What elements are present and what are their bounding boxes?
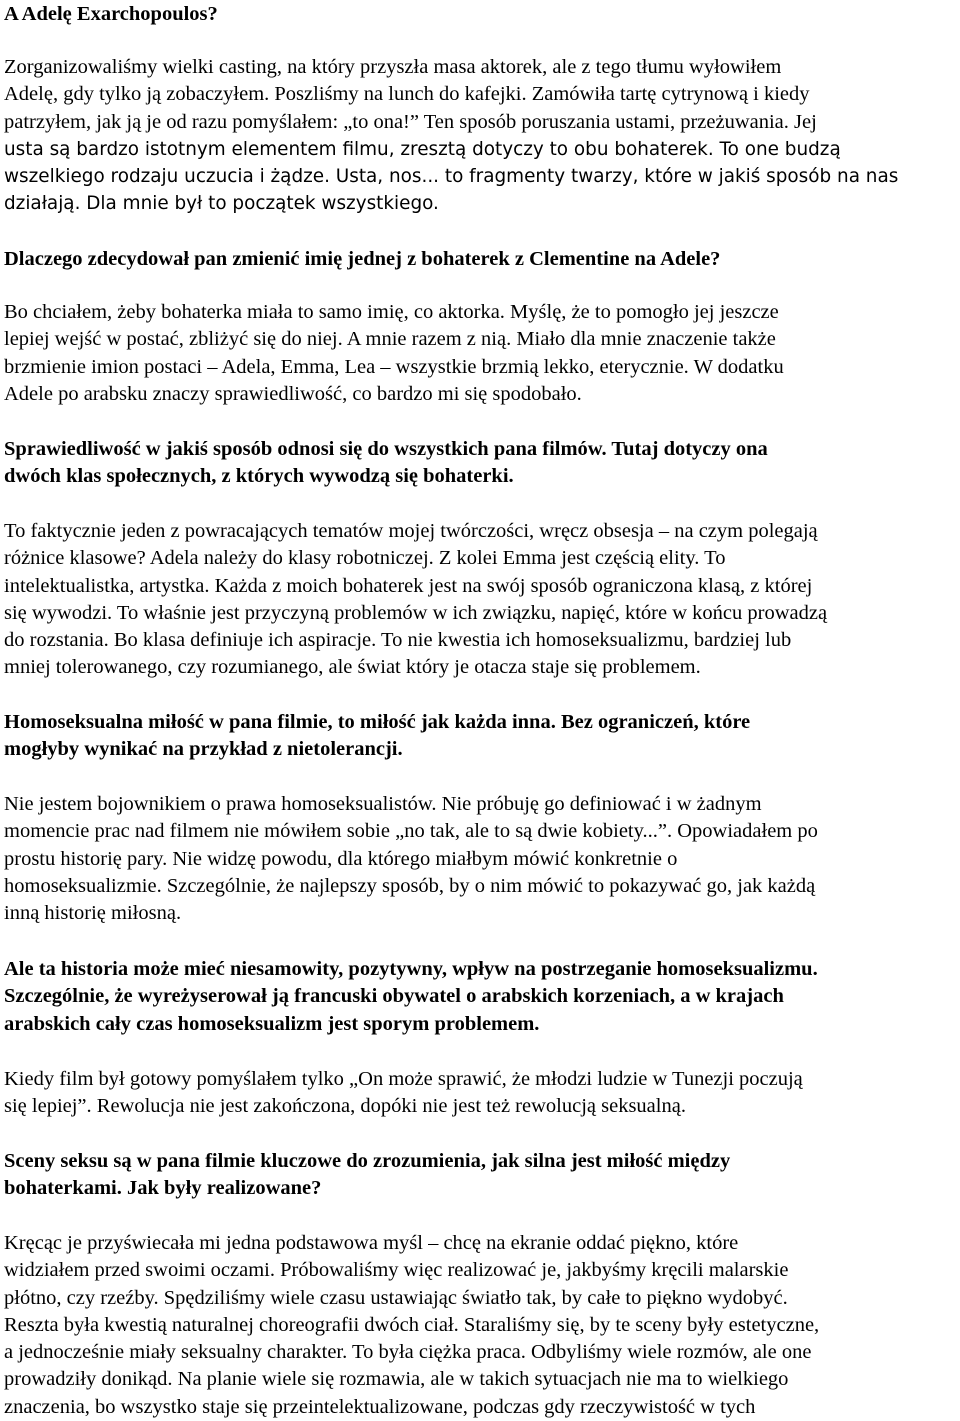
text-line: Sprawiedliwość w jakiś sposób odnosi się do wszystkich pana filmów. Tutaj dotyczy ona: [4, 438, 768, 460]
text-line: A Adelę Exarchopoulos?: [4, 3, 218, 25]
text-line: Kręcąc je przyświecała mi jedna podstawowa myśl – chcę na ekranie oddać piękno, które: [4, 1232, 739, 1254]
text-line: To faktycznie jeden z powracających tematów mojej twórczości, wręcz obsesja – na czym polegają: [4, 520, 818, 542]
text-line: Ale ta historia może mieć niesamowity, pozytywny, wpływ na postrzeganie homoseksualizmu.: [4, 958, 818, 980]
text-line: a jednocześnie miały seksualny charakter. To była ciężka praca. Odbyliśmy wiele rozmów, ale one: [4, 1341, 812, 1364]
text-line: prostu historię pary. Nie widzę powodu, dla którego miałbym mówić konkretnie o: [4, 847, 678, 870]
text-line: Adele po arabsku znaczy sprawiedliwość, co bardzo mi się spodobało.: [4, 382, 582, 405]
text-line: mniej tolerowanego, czy rozumianego, ale świat który je otacza staje się problemem.: [4, 656, 701, 679]
text-line: Kiedy film był gotowy pomyślałem tylko „On może sprawić, że młodzi ludzie w Tunezji poczują: [4, 1068, 803, 1090]
question-sex-scenes: [4, 1148, 954, 1203]
question-adele-exarchopoulos: [4, 1, 954, 28]
text-line: różnice klasowe? Adela należy do klasy robotniczej. Z kolei Emma jest częścią elity. To: [4, 547, 726, 570]
answer-name-change: [4, 299, 954, 408]
text-line: Homoseksualna miłość w pana filmie, to miłość jak każda inna. Bez ograniczeń, które: [4, 711, 751, 733]
text-line: się lepiej”. Rewolucja nie jest zakończona, dopóki nie jest też rewolucją seksualną.: [4, 1095, 686, 1118]
text-line: mogłyby wynikać na przykład z nietolerancji.: [4, 738, 403, 761]
text-line: Reszta była kwestią naturalnej choreografii dwóch ciał. Staraliśmy się, by te sceny były estetyczne,: [4, 1313, 820, 1336]
text-line: płótno, czy rzeźby. Spędziliśmy wiele czasu ustawiając światło tak, by całe to piękno wydobyć.: [4, 1286, 788, 1309]
answer-not-activist: [4, 791, 954, 927]
text-line: arabskich cały czas homoseksualizm jest sporym problemem.: [4, 1012, 540, 1035]
question-justice: [4, 436, 954, 491]
text-line: Bo chciałem, żeby bohaterka miała to samo imię, co aktorka. Myślę, że to pomogło jej jeszcze: [4, 301, 779, 323]
text-line: inną historię miłosną.: [4, 902, 182, 925]
answer-casting: [4, 54, 954, 218]
text-line: patrzyłem, jak ją je od razu pomyślałem: „to ona!” Ten sposób poruszania ustami, przeżuwania. Jej: [4, 110, 817, 133]
text-line: Nie jestem bojownikiem o prawa homoseksualistów. Nie próbuję go definiować i w żadnym: [4, 793, 762, 815]
text-line: do rozstania. Bo klasa definiuje ich aspiracje. To nie kwestia ich homoseksualizmu, bardziej lub: [4, 629, 792, 652]
text-line: Dlaczego zdecydował pan zmienić imię jednej z bohaterek z Clementine na Adele?: [4, 248, 721, 270]
question-arab-roots: [4, 956, 954, 1038]
text-line: prowadziły donikąd. Na planie wiele się rozmawia, ale w takich sytuacjach nie ma to wielkiego: [4, 1368, 789, 1391]
text-line: homoseksualizmie. Szczególnie, że najlepszy sposób, by o nim mówić to pokazywać go, jak każdą: [4, 874, 816, 897]
text-line: się wywodzi. To właśnie jest przyczyną problemów w ich związku, napięć, które w końcu prowadzą: [4, 601, 828, 624]
answer-tunisia: [4, 1066, 954, 1121]
answer-filming-beauty: [4, 1230, 954, 1421]
text-line: momencie prac nad filmem nie mówiłem sobie „no tak, ale to są dwie kobiety...”. Opowiadałem po: [4, 820, 818, 843]
answer-class-differences: [4, 518, 954, 682]
text-line: usta są bardzo istotnym elementem filmu, zresztą dotyczy to obu bohaterek. To one budzą: [4, 138, 841, 160]
text-line: Szczególnie, że wyreżyserował ją francuski obywatel o arabskich korzeniach, a w krajach: [4, 985, 784, 1008]
text-line: widziałem przed swoimi oczami. Próbowaliśmy więc realizować je, jakbyśmy kręcili malarskie: [4, 1259, 789, 1282]
text-line: bohaterkami. Jak były realizowane?: [4, 1177, 322, 1200]
question-name-change: [4, 246, 954, 273]
text-line: Zorganizowaliśmy wielki casting, na który przyszła masa aktorek, ale z tego tłumu wyłowiłem: [4, 56, 782, 78]
text-line: intelektualistka, artystka. Każda z moich bohaterek jest na swój sposób ograniczona klasą, z której: [4, 574, 813, 597]
text-line: wszelkiego rodzaju uczucia i żądze. Usta, nos... to fragmenty twarzy, które w jakiś sposób na nas: [4, 166, 899, 188]
text-line: Sceny seksu są w pana filmie kluczowe do zrozumienia, jak silna jest miłość między: [4, 1150, 731, 1172]
text-line: Adelę, gdy tylko ją zobaczyłem. Poszliśmy na lunch do kafejki. Zamówiła tartę cytrynową i kiedy: [4, 83, 810, 106]
text-line: działają. Dla mnie był to początek wszystkiego.: [4, 193, 439, 215]
text-line: znaczenia, bo wszystko staje się przeintelektualizowane, podczas gdy rzeczywistość w tych: [4, 1395, 756, 1418]
text-line: dwóch klas społecznych, z których wywodzą się bohaterki.: [4, 465, 514, 488]
text-line: lepiej wejść w postać, zbliżyć się do niej. A mnie razem z nią. Miało dla mnie znaczenie także: [4, 328, 776, 351]
text-line: brzmienie imion postaci – Adela, Emma, Lea – wszystkie brzmią lekko, eterycznie. W dodatku: [4, 355, 784, 378]
question-homosexual-love: [4, 709, 954, 764]
